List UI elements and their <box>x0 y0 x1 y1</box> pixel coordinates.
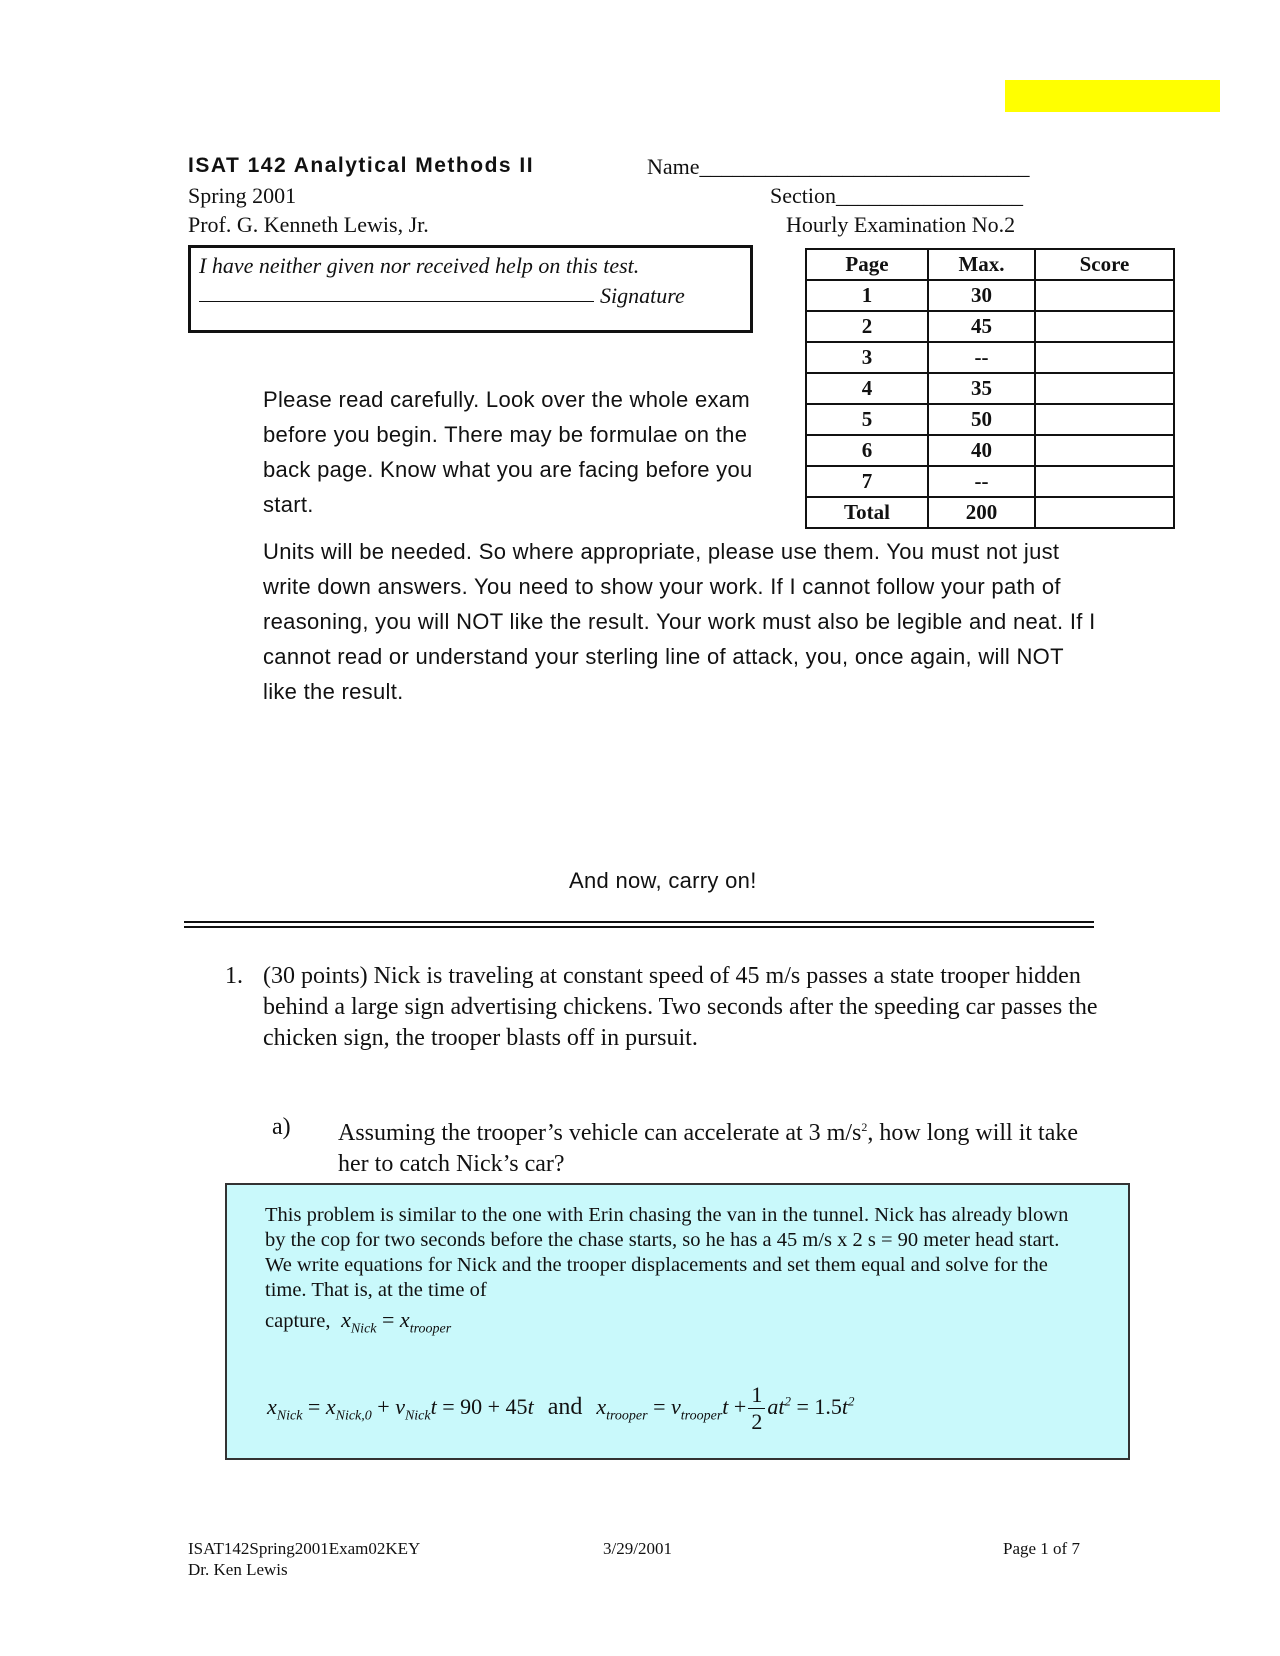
page-cell: 5 <box>806 404 928 435</box>
page-cell: 1 <box>806 280 928 311</box>
divider <box>184 921 1094 923</box>
max-cell: -- <box>928 466 1035 497</box>
header-max: Max. <box>928 249 1035 280</box>
page-cell: Total <box>806 497 928 528</box>
course-title: ISAT 142 Analytical Methods II <box>188 154 535 177</box>
name-label: Name <box>647 154 700 179</box>
score-cell <box>1035 466 1174 497</box>
displacement-equations <box>267 1382 854 1435</box>
honor-box <box>188 245 753 333</box>
question-number: 1. <box>225 963 243 989</box>
section-blank: _________________ <box>836 183 1023 208</box>
capture-equation: $x_{Nick} = x_{trooper}$ <box>335 1307 452 1337</box>
max-cell: 45 <box>928 311 1035 342</box>
section-label: Section <box>770 183 836 208</box>
part-text-sup: 2 <box>861 1120 868 1134</box>
table-row <box>806 342 1174 373</box>
page-cell: 3 <box>806 342 928 373</box>
page-cell: 2 <box>806 311 928 342</box>
page-cell: 4 <box>806 373 928 404</box>
score-header-row <box>806 249 1174 280</box>
score-cell <box>1035 280 1174 311</box>
score-cell <box>1035 311 1174 342</box>
signature-line <box>199 281 594 302</box>
question-1 <box>225 961 1125 1054</box>
professor: Prof. G. Kenneth Lewis, Jr. <box>188 212 429 237</box>
score-cell <box>1035 404 1174 435</box>
question-1a <box>272 1112 1112 1180</box>
footer-page: Page 1 of 7 <box>1003 1539 1080 1558</box>
table-row <box>806 373 1174 404</box>
header-score: Score <box>1035 249 1174 280</box>
instructions-para-2: Units will be needed. So where appropriate, please use them. You must not just write down answers. You need to show your work. If I cannot follow your path of reasoning, you will NOT like the result. Your work must also be legible and neat. If I cannot read or understand your sterling line of attack, you, once again, will NOT like the result. <box>263 539 1096 704</box>
total-row <box>806 497 1174 528</box>
score-cell <box>1035 435 1174 466</box>
table-row <box>806 435 1174 466</box>
page-cell: 7 <box>806 466 928 497</box>
capture-label: capture, <box>265 1310 331 1332</box>
part-text-pre: Assuming the trooper’s vehicle can accelerate at 3 m/s <box>338 1120 862 1146</box>
instructions-para-1: Please read carefully. Look over the whole exam before you begin. There may be formulae on the back page. Know what you are facing before you start. <box>263 387 753 517</box>
question-text: (30 points) Nick is traveling at constant speed of 45 m/s passes a state trooper hidden behind a large sign advertising chickens. Two seconds after the speeding car passes the chicken sign, the trooper blasts off in pursuit. <box>263 963 1098 1051</box>
answer-box <box>225 1183 1130 1460</box>
table-row <box>806 466 1174 497</box>
and-word: and <box>547 1393 583 1420</box>
footer-author: Dr. Ken Lewis <box>188 1560 288 1579</box>
max-cell: 30 <box>928 280 1035 311</box>
part-label: a) <box>272 1114 291 1140</box>
footer-file: ISAT142Spring2001Exam02KEY <box>188 1539 421 1558</box>
table-row <box>806 404 1174 435</box>
nick-equation: $x_{Nick} = x_{Nick,0} + v_{Nick}t = 90 + 45t$ <box>267 1393 534 1423</box>
score-cell <box>1035 497 1174 528</box>
capture-line <box>265 1307 1090 1341</box>
divider <box>184 926 1094 928</box>
signature-row <box>199 281 742 311</box>
name-blank: ______________________________ <box>699 154 1030 179</box>
score-cell <box>1035 342 1174 373</box>
part-text-post: , how long will it take her to catch Nick’s car? <box>338 1120 1079 1177</box>
header-page: Page <box>806 249 928 280</box>
score-table <box>805 248 1175 529</box>
max-cell: 200 <box>928 497 1035 528</box>
part-text <box>338 1112 1112 1180</box>
footer-left <box>188 1538 420 1580</box>
max-cell: 35 <box>928 373 1035 404</box>
answer-text: This problem is similar to the one with Erin chasing the van in the tunnel. Nick has already blown by the cop for two seconds before the chase starts, so he has a 45 m/s x 2 s = 90 meter head start. We write equations for Nick and the trooper displacements and set them equal and solve for the time. That is, at the time of <box>265 1204 1069 1301</box>
name-field <box>647 154 1030 180</box>
trooper-equation: $x_{trooper} = v_{trooper}t$ + $\frac{1}{2}$ $at^2 = 1.5t^2$ <box>596 1382 855 1434</box>
table-row <box>806 280 1174 311</box>
honor-statement: I have neither given nor received help on this test. <box>199 253 640 278</box>
highlight-bar <box>1005 80 1220 112</box>
footer-date: 3/29/2001 <box>603 1539 672 1558</box>
max-cell: 40 <box>928 435 1035 466</box>
section-field <box>770 183 1023 209</box>
max-cell: -- <box>928 342 1035 373</box>
one-half-fraction: $\frac{1}{2}$ <box>748 1382 765 1435</box>
table-row <box>806 311 1174 342</box>
max-cell: 50 <box>928 404 1035 435</box>
page-cell: 6 <box>806 435 928 466</box>
signature-label: Signature <box>600 283 685 308</box>
score-cell <box>1035 373 1174 404</box>
semester: Spring 2001 <box>188 183 297 208</box>
exam-title: Hourly Examination No.2 <box>786 212 1016 237</box>
closing-line: And now, carry on! <box>569 868 757 893</box>
